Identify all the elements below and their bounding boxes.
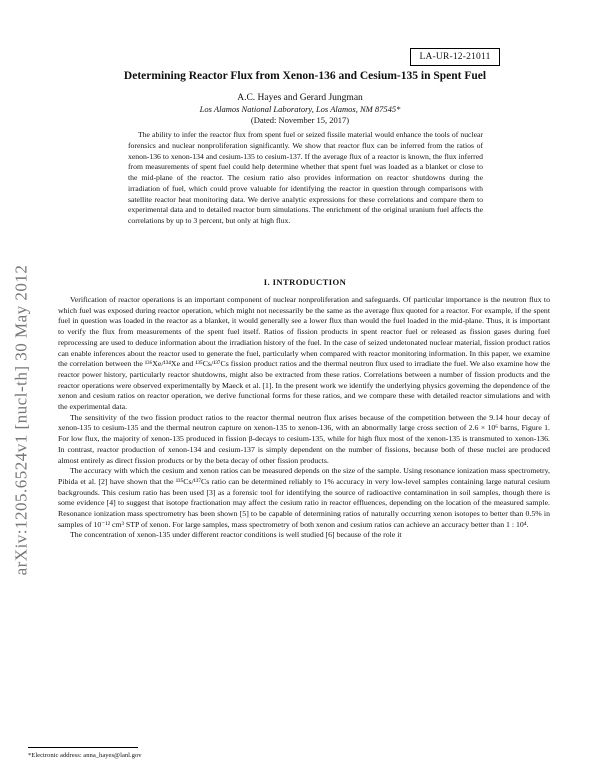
report-number-box: LA-UR-12-21011 [410,48,500,66]
body-text [58,295,550,737]
paragraph: Verification of reactor operations is an important component of nuclear nonproliferation and safeguards. Of particular importance is the neutron flux to which fuel was exposed during reactor operation, which might not necessarily be the same as the average flux quoted for a reactor. For example, if the spent fuel in question was loaded in the reactor as a blanket, it would generally see a lower flux than would the fuel loaded in the mid-plane. Thus, it is important to verify the flux from measurements of the spent fuel itself. Ratios of fission products in spent reactor fuel or released as fission gases during fuel reprocessing are used to deduce information about the irradiation history of the fuel. In the case of seized undetonated nuclear material, fission product ratios can enable inferences about the reactor used to generate the fuel, particularly when compared with reactor monitoring information. In this paper, we examine the correlation between the ¹³⁶Xe/¹³⁴Xe and ¹³⁵Cs/¹³⁷Cs fission product ratios and the thermal neutron flux used to irradiate the fuel. We also examine how the reactor power history, particularly reactor shutdowns, might also be extracted from these ratios. Correlations between a number of fission products and the reactor operations were observed experimentally by Maeck et al. [1]. In the present work we identify the underlying physics governing the dependence of the xenon and cesium ratios on reactor operation, we derive functional forms for these ratios, and we compare these with detailed reactor simulations and with the experimental data. [58,295,550,412]
section-heading-introduction: I. INTRODUCTION [263,277,347,287]
arxiv-stamp [6,210,36,630]
paragraph: The accuracy with which the cesium and xenon ratios can be measured depends on the size of the sample. Using resonance ionization mass spectrometry, Pibida et al. [2] have shown that the ¹³⁵Cs/¹³⁷Cs ratio can be determined reliably to 1% accuracy in very low-level samples containing large natural cesium backgrounds. This cesium ratio has been used [3] as a forensic tool for identifying the source of radioactive contamination in soil samples, though there is some evidence [4] to suggest that isotope fractionation may affect the cesium ratio in reactor effluences, depending on the location of the measured sample. Resonance ionization mass spectrometry has been shown [5] to be capable of determining ratios of naturally occurring xenon isotopes to better than 0.5% in samples of 10⁻¹² cm³ STP of xenon. For large samples, mass spectrometry of both xenon and cesium ratios can achieve an accuracy better than 1 : 10⁴. [58,466,550,529]
affiliation: Los Alamos National Laboratory, Los Alamos, NM 87545* [199,104,401,114]
date-line: (Dated: November 15, 2017) [250,115,350,125]
authors: A.C. Hayes and Gerard Jungman [237,93,363,103]
paragraph: The concentration of xenon-135 under different reactor conditions is well studied [6] because of the role it [70,530,402,540]
footnote-divider [28,747,138,748]
paragraph: The sensitivity of the two fission product ratios to the reactor thermal neutron flux arises because of the competition between the 9.14 hour decay of xenon-135 to cesium-135 and the thermal neutron capture on xenon-135 to xenon-136, with an abnormally large cross section of 2.6 × 10⁶ barns, Figure 1. For low flux, the majority of xenon-135 produced in fission β-decays to cesium-135, while for high flux most of the xenon-135 is transmuted to xenon-136. In contrast, reactor production of xenon-134 and cesium-137 is simply dependent on the number of fissions, because both of these nuclei are produced almost entirely as direct fission products or by the beta decay of other fission products. [58,412,550,465]
abstract: The ability to infer the reactor flux from spent fuel or seized fissile material would enhance the tools of nuclear forensics and nuclear nonproliferation significantly. We show that reactor flux can be inferred from the ratios of xenon-136 to xenon-134 and cesium-135 to cesium-137. If the average flux of a reactor is known, the flux inferred from measurements of spent fuel could help determine whether that spent fuel was loaded as a blanket or close to the mid-plane of the reactor. The cesium ratio also provides information on reactor shutdowns during the irradiation of fuel, which could prove valuable for identifying the reactor in question through comparisons with satellite reactor heat monitoring data. We derive analytic expressions for these correlations and compare them to experimental data and to detailed reactor burn simulations. The enrichment of the original uranium fuel affects the correlations by up to 3 percent, but only at high flux. [128,130,483,225]
arxiv-stamp-text: arXiv:1205.6524v1 [nucl-th] 30 May 2012 [11,264,31,576]
paper-title: Determining Reactor Flux from Xenon-136 and Cesium-135 in Spent Fuel [123,70,487,82]
footnote-email: *Electronic address: anna_hayes@lanl.gov [28,752,142,759]
